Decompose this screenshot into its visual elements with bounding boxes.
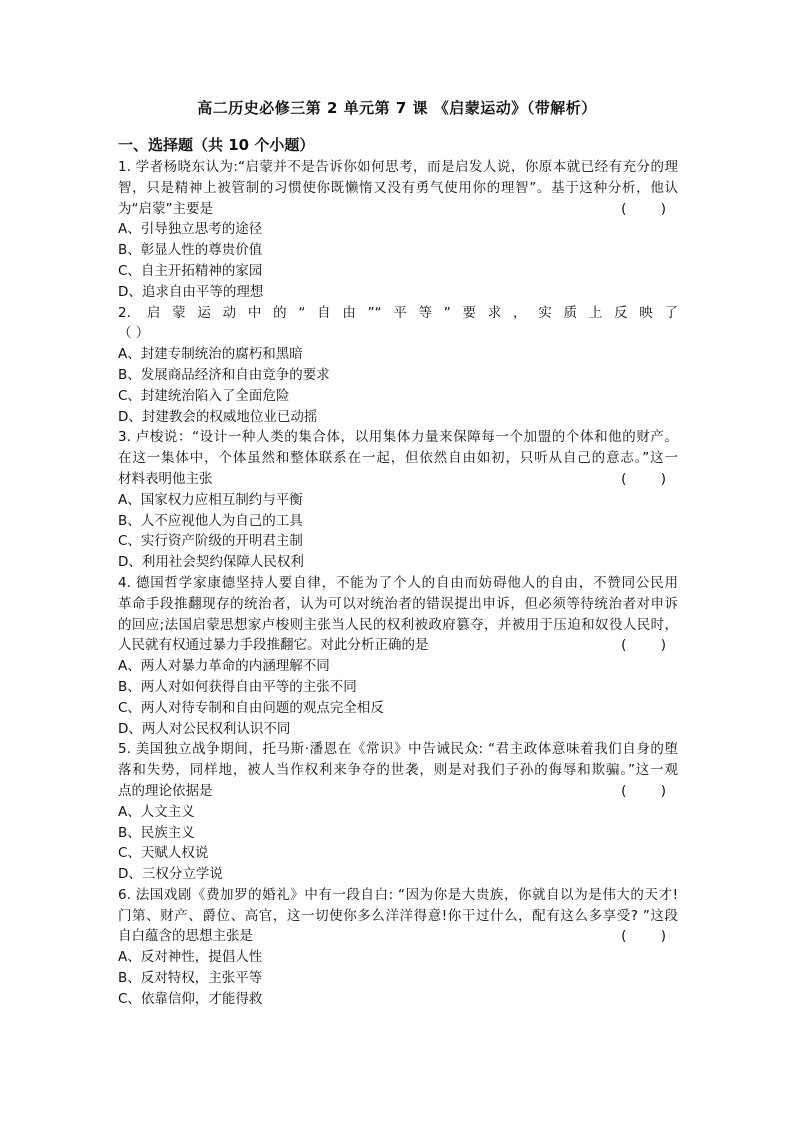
question-stem-line: 6. 法国戏剧《费加罗的婚礼》中有一段自白: “因为你是大贵族，你就自以为是伟大的天才! xyxy=(118,886,678,903)
option-b: B、人不应视他人为自己的工具 xyxy=(118,512,303,529)
question-stem-line: 落和失势，同样地，被人当作权利来争夺的世袭，则是对我们子孙的侮辱和欺骗。”这一观 xyxy=(118,762,678,779)
question-stem-line: 革命手段推翻现存的统治者，认为可以对统治者的错误提出申诉，但必须等待统治者对申诉 xyxy=(118,595,678,612)
answer-bracket: ( ) xyxy=(621,928,666,945)
option-d: D、封建教会的权威地位业已动摇 xyxy=(118,408,318,425)
answer-bracket: （ ） xyxy=(118,325,150,342)
question-stem-line: 3. 卢梭说：“设计一种人类的集合体，以用集体力量来保障每一个加盟的个体和他的财产。 xyxy=(118,429,678,446)
answer-bracket: ( ) xyxy=(621,470,666,487)
option-c: C、两人对待专制和自由问题的观点完全相反 xyxy=(118,699,384,716)
option-a: A、人文主义 xyxy=(118,803,195,820)
question-stem-line: 材料表明他主张 xyxy=(118,470,213,487)
question-list xyxy=(118,157,678,1010)
option-b: B、两人对如何获得自由平等的主张不同 xyxy=(118,678,357,695)
question-stem-line: 智，只是精神上被管制的习惯使你既懒惰又没有勇气使用你的理智”。基于这种分析，他认 xyxy=(118,179,678,196)
option-a: A、反对神性，提倡人性 xyxy=(118,949,263,966)
question-stem-line: 为“启蒙”主要是 xyxy=(118,200,213,217)
answer-bracket: ( ) xyxy=(621,637,666,654)
option-d: D、追求自由平等的理想 xyxy=(118,283,264,300)
question-stem-line: 在这一集体中，个体虽然和整体联系在一起，但依然自由如初，只听从自己的意志。”这一 xyxy=(118,450,678,467)
question-stem-line: 人民就有权通过暴力手段推翻它。对此分析正确的是 xyxy=(118,637,429,654)
option-b: B、反对特权，主张平等 xyxy=(118,970,263,987)
question-stem-line: 点的理论依据是 xyxy=(118,782,213,799)
option-c: C、自主开拓精神的家园 xyxy=(118,262,263,279)
option-c: C、封建统治陷入了全面危险 xyxy=(118,387,290,404)
option-d: D、三权分立学说 xyxy=(118,866,223,883)
question-stem-line: 门第、财产、爵位、高官，这一切使你多么洋洋得意!你干过什么，配有这么多享受? ”这段 xyxy=(118,907,678,924)
section-heading: 一、选择题（共 10 个小题） xyxy=(118,136,315,154)
option-b: B、发展商品经济和自由竞争的要求 xyxy=(118,366,330,383)
question-stem-line: 1. 学者杨晓东认为:“启蒙并不是告诉你如何思考，而是启发人说，你原本就已经有充分的理 xyxy=(118,159,678,175)
document-title: 高二历史必修三第 2 单元第 7 课 《启蒙运动》（带解析） xyxy=(197,99,597,117)
option-d: D、利用社会契约保障人民权利 xyxy=(118,554,304,571)
option-c: C、实行资产阶级的开明君主制 xyxy=(118,533,303,550)
option-c: C、依靠信仰，才能得救 xyxy=(118,990,263,1007)
question-2 xyxy=(118,303,678,428)
option-a: A、两人对暴力革命的内涵理解不同 xyxy=(118,658,330,675)
question-stem-line: 的回应;法国启蒙思想家卢梭则主张当人民的权利被政府篡夺，并被用于压迫和奴役人民时， xyxy=(118,616,678,633)
option-a: A、封建专制统治的腐朽和黑暗 xyxy=(118,346,303,363)
question-1 xyxy=(118,157,678,303)
option-d: D、两人对公民权利认识不同 xyxy=(118,720,291,737)
question-3 xyxy=(118,427,678,573)
option-c: C、天赋人权说 xyxy=(118,845,209,862)
question-4 xyxy=(118,573,678,739)
question-stem-line: 4. 德国哲学家康德坚持人要自律，不能为了个人的自由而妨碍他人的自由，不赞同公民用 xyxy=(118,574,678,591)
question-stem-line: 5. 美国独立战争期间，托马斯·潘恩在《常识》中告诫民众: “君主政体意味着我们自身的堕 xyxy=(118,741,678,758)
option-a: A、国家权力应相互制约与平衡 xyxy=(118,491,303,508)
answer-bracket: ( ) xyxy=(621,782,666,799)
option-a: A、引导独立思考的途径 xyxy=(118,221,263,238)
option-b: B、民族主义 xyxy=(118,824,195,841)
question-5 xyxy=(118,739,678,885)
question-6 xyxy=(118,885,678,1010)
option-b: B、彰显人性的尊贵价值 xyxy=(118,242,263,259)
answer-bracket: ( ) xyxy=(621,200,666,217)
question-stem-line: 自白蕴含的思想主张是 xyxy=(118,928,253,945)
question-stem-line: 2. 启蒙运动中的“自由”“平等”要求，实质上反映了 xyxy=(118,304,678,321)
